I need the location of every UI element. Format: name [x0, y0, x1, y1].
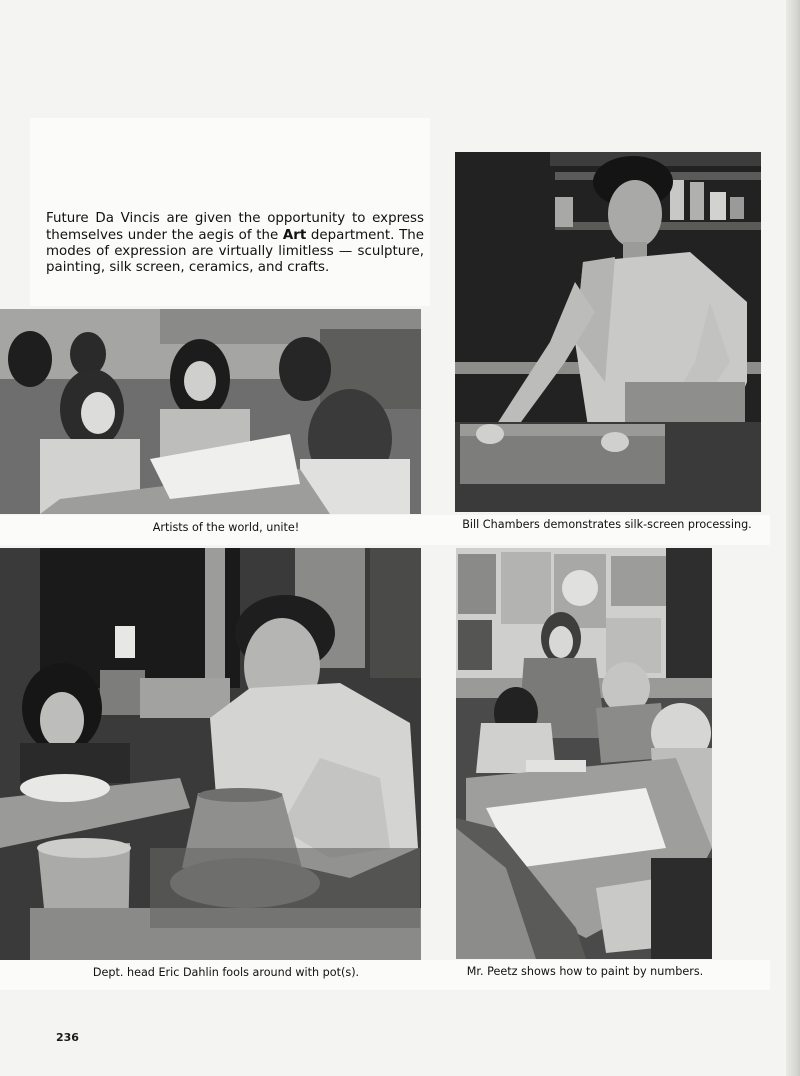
photo-painting-class	[456, 548, 712, 959]
caption-chambers: Bill Chambers demonstrates silk-screen processing.	[462, 518, 752, 531]
page-edge	[786, 0, 800, 1076]
caption-dahlin: Dept. head Eric Dahlin fools around with pot(s).	[92, 966, 360, 979]
intro-bold-word: Art	[282, 227, 307, 243]
photo-pottery-wheel	[0, 548, 421, 960]
page-number: 236	[56, 1031, 79, 1044]
intro-text-start: Future Da Vincis are given the opportunity to express themselves under the aegis of the	[46, 211, 424, 243]
photo-silk-screen	[455, 152, 761, 512]
caption-artists: Artists of the world, unite!	[152, 521, 300, 534]
intro-paragraph	[46, 211, 424, 276]
caption-peetz: Mr. Peetz shows how to paint by numbers.	[466, 965, 704, 978]
photo-art-students	[0, 309, 421, 514]
intro-text-end: department. The modes of expression are virtually limitless — sculpture, painting, silk screen, ceramics, and crafts.	[46, 227, 424, 275]
